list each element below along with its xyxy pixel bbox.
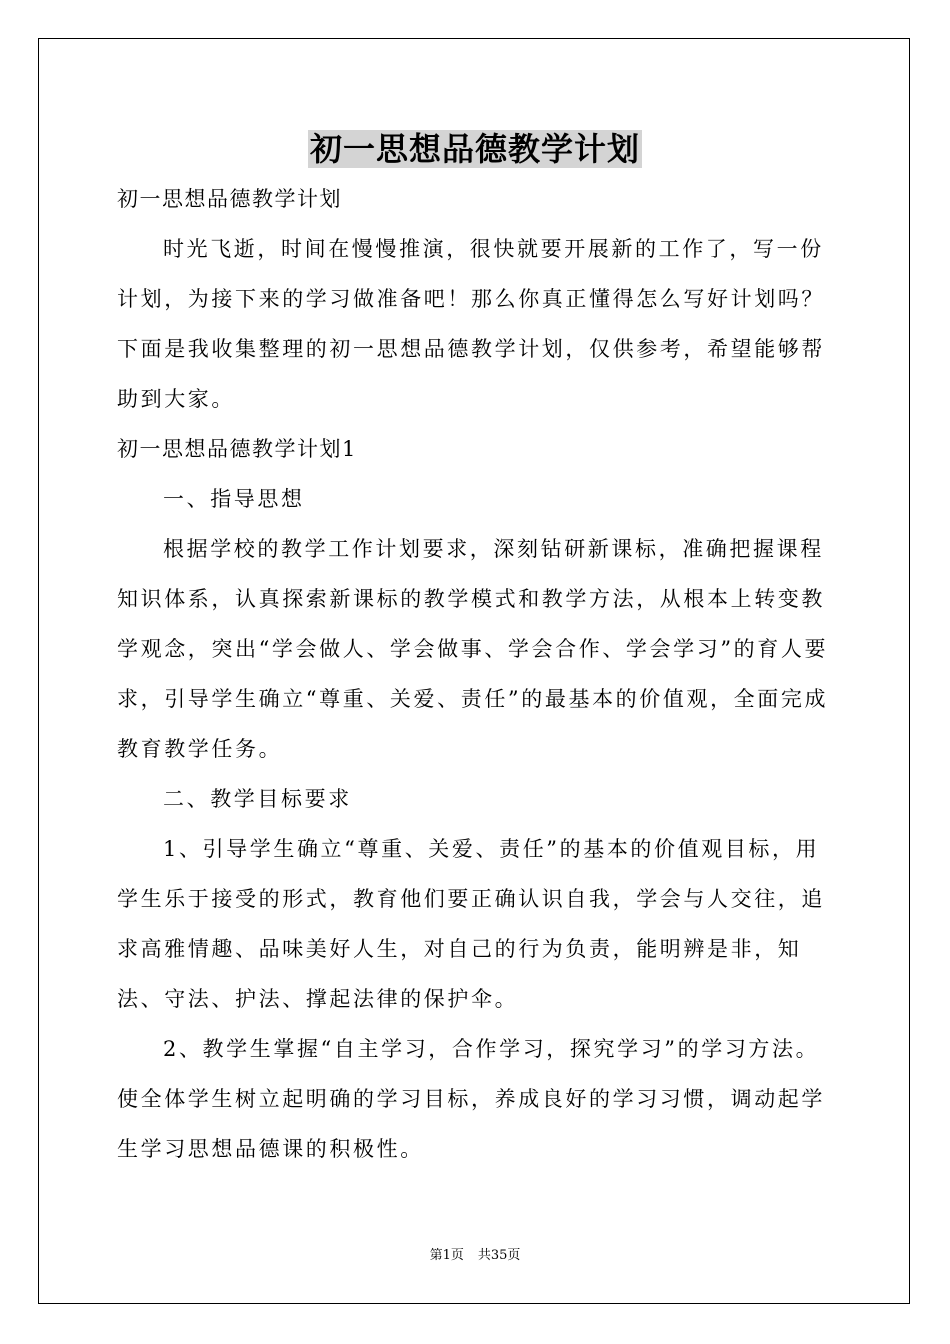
document-subtitle: 初一思想品德教学计划 <box>117 187 342 211</box>
document-title-text: 初一思想品德教学计划 <box>309 130 640 168</box>
intro-paragraph: 时光飞逝，时间在慢慢推演，很快就要开展新的工作了，写一份计划，为接下来的学习做准备吧！那么你真正懂得怎么写好计划吗？下面是我收集整理的初一思想品德教学计划，仅供参考，希望能够帮助到大家。 <box>117 237 825 411</box>
teaching-goal-item-1: 1、引导学生确立“尊重、关爱、责任”的基本的价值观目标，用学生乐于接受的形式，教育他们要正确认识自我，学会与人交往，追求高雅情趣、品味美好人生，对自己的行为负责，能明辨是非，知法、守法、护法、撑起法律的保护伞。 <box>117 837 825 1011</box>
document-body <box>117 174 841 1174</box>
page-number-total: 共35页 <box>477 1248 521 1263</box>
page-number-current: 第1页 <box>429 1248 464 1263</box>
section-heading-teaching-goals: 二、教学目标要求 <box>163 787 352 811</box>
page-footer <box>0 1246 950 1266</box>
teaching-goal-item-2: 2、教学生掌握“自主学习，合作学习，探究学习”的学习方法。使全体学生树立起明确的学习目标，养成良好的学习习惯，调动起学生学习思想品德课的积极性。 <box>117 1037 825 1161</box>
guiding-thought-paragraph: 根据学校的教学工作计划要求，深刻钻研新课标，准确把握课程知识体系，认真探索新课标的教学模式和教学方法，从根本上转变教学观念，突出“学会做人、学会做事、学会合作、学会学习”的育人要求，引导学生确立“尊重、关爱、责任”的最基本的价值观，全面完成教育教学任务。 <box>117 537 829 761</box>
section-heading-plan-1: 初一思想品德教学计划1 <box>117 437 357 461</box>
section-heading-guiding-thought: 一、指导思想 <box>163 487 305 511</box>
document-title <box>0 126 950 172</box>
